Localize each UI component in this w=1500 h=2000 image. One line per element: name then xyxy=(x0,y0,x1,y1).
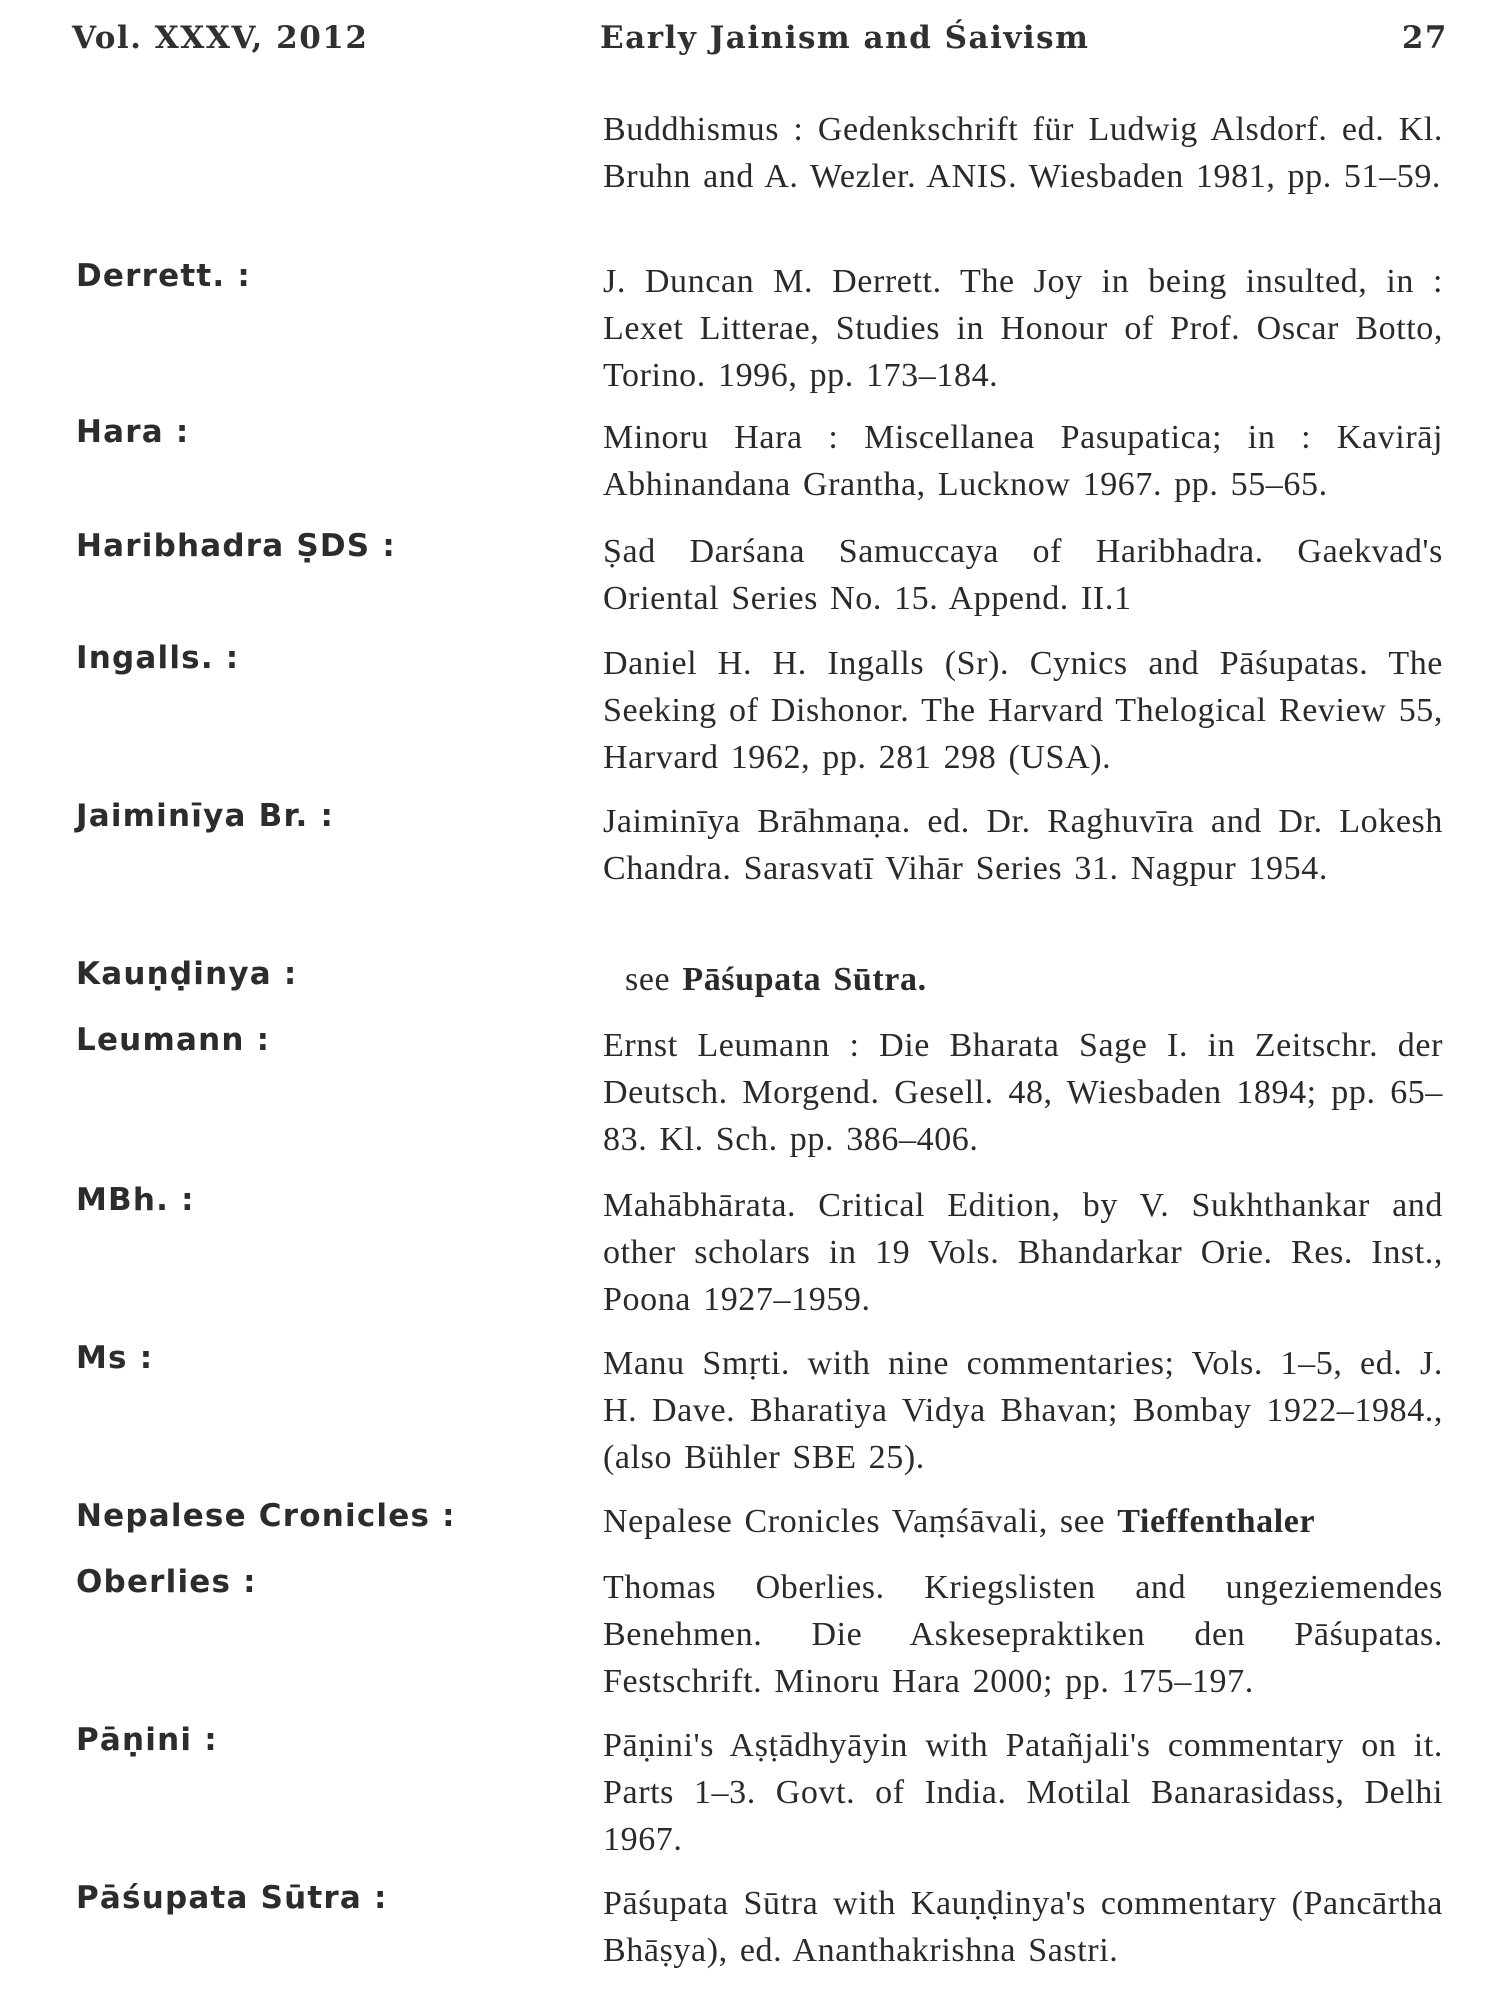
entry-reference-text: Nepalese Cronicles Vaṃśāvali, see xyxy=(603,1503,1106,1540)
entry-reference xyxy=(625,956,1465,1003)
entry-reference xyxy=(603,1498,1443,1545)
entry-reference: Pāṇini's Aṣṭādhyāyin with Patañjali's commentary on it. Parts 1–3. Govt. of India. Motilal Banarasidass, Delhi 1967. xyxy=(603,1727,1443,1858)
entry-reference: Thomas Oberlies. Kriegslisten and ungeziemendes Benehmen. Die Askesepraktiken den Pāśupatas. Festschrift. Minoru Hara 2000; pp. 175–197. xyxy=(603,1569,1443,1700)
entry-key: Pāṇini : xyxy=(76,1722,218,1758)
cross-reference: Tieffenthaler xyxy=(1117,1503,1316,1540)
entry-reference: J. Duncan M. Derrett. The Joy in being insulted, in : Lexet Litterae, Studies in Honour of Prof. Oscar Botto, Torino. 1996, pp. 173–184. xyxy=(603,263,1443,394)
entry-key: Hara : xyxy=(76,414,190,450)
entry-key: Pāśupata Sūtra : xyxy=(76,1880,388,1916)
entry-reference: Pāśupata Sūtra with Kauṇḍinya's commentary (Pancārtha Bhāṣya), ed. Ananthakrishna Sastri. xyxy=(603,1885,1443,1969)
entry-key: Jaiminīya Br. : xyxy=(76,798,335,834)
entry-key: Ingalls. : xyxy=(76,640,240,676)
journal-volume: Vol. XXXV, 2012 xyxy=(72,20,369,56)
see-label: see xyxy=(625,961,671,998)
page-number: 27 xyxy=(1401,20,1448,56)
entry-reference: Jaiminīya Brāhmaṇa. ed. Dr. Raghuvīra and Dr. Lokesh Chandra. Sarasvatī Vihār Series 31. Nagpur 1954. xyxy=(603,803,1443,887)
entry-key: Ms : xyxy=(76,1340,154,1376)
entry-reference: Minoru Hara : Miscellanea Pasupatica; in : Kavirāj Abhinandana Grantha, Lucknow 1967. pp. 55–65. xyxy=(603,419,1443,503)
entry-key: Nepalese Cronicles : xyxy=(76,1498,456,1534)
entry-key: MBh. : xyxy=(76,1182,195,1218)
cross-reference: Pāśupata Sūtra. xyxy=(682,961,927,998)
running-title: Early Jainism and Śaivism xyxy=(600,20,1090,56)
entry-key: Haribhadra ṢDS : xyxy=(76,528,396,564)
entry-key: Leumann : xyxy=(76,1022,271,1058)
entry-reference: Manu Smṛti. with nine commentaries; Vols. 1–5, ed. J. H. Dave. Bharatiya Vidya Bhavan; Bombay 1922–1984., (also Bühler SBE 25). xyxy=(603,1345,1443,1476)
entry-key: Derrett. : xyxy=(76,258,251,294)
entry-key: Oberlies : xyxy=(76,1564,257,1600)
running-header xyxy=(72,20,1448,70)
entry-reference: Ernst Leumann : Die Bharata Sage I. in Zeitschr. der Deutsch. Morgend. Gesell. 48, Wiesbaden 1894; pp. 65–83. Kl. Sch. pp. 386–406. xyxy=(603,1027,1443,1158)
entry-reference: Mahābhārata. Critical Edition, by V. Sukhthankar and other scholars in 19 Vols. Bhandarkar Orie. Res. Inst., Poona 1927–1959. xyxy=(603,1187,1443,1318)
entry-key: Kauṇḍinya : xyxy=(76,956,298,992)
entry-reference: Ṣad Darśana Samuccaya of Haribhadra. Gaekvad's Oriental Series No. 15. Append. II.1 xyxy=(603,533,1443,617)
entry-reference: Buddhismus : Gedenkschrift für Ludwig Alsdorf. ed. Kl. Bruhn and A. Wezler. ANIS. Wiesbaden 1981, pp. 51–59. xyxy=(603,111,1443,195)
entry-reference: Daniel H. H. Ingalls (Sr). Cynics and Pāśupatas. The Seeking of Dishonor. The Harvard Thelogical Review 55, Harvard 1962, pp. 281 298 (USA). xyxy=(603,645,1443,776)
